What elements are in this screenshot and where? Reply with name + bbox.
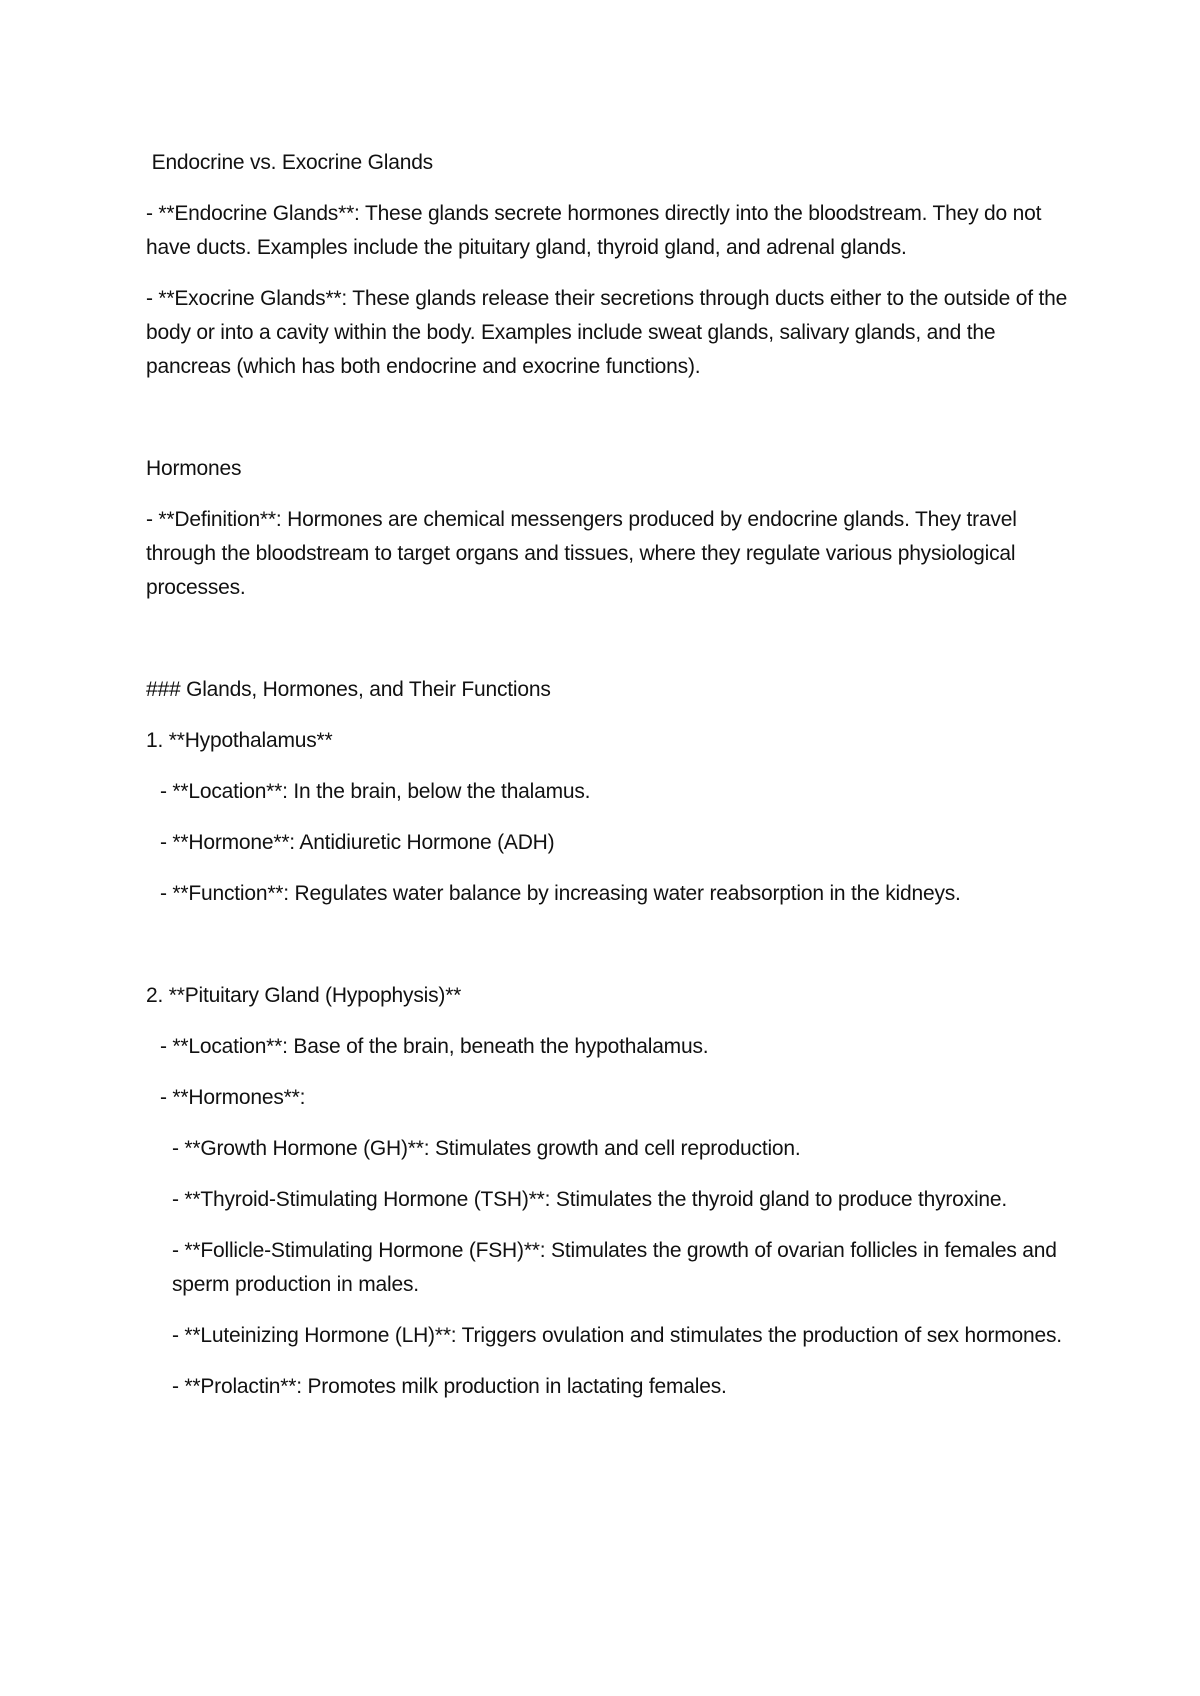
item-pituitary-tsh: - **Thyroid-Stimulating Hormone (TSH)**: Stimulates the thyroid gland to produce thyroxine. bbox=[172, 1188, 1008, 1211]
paragraph-endocrine-glands: - **Endocrine Glands**: These glands secrete hormones directly into the bloodstream. They do not have ducts. Examples include the pituitary gland, thyroid gland, and adrenal glands. bbox=[146, 202, 1047, 259]
paragraph-exocrine-glands: - **Exocrine Glands**: These glands release their secretions through ducts either to the outside of the body or into a cavity within the body. Examples include sweat glands, salivary glands, and the pancreas (which has both endocrine and exocrine functions). bbox=[146, 287, 1073, 378]
item-pituitary-hormones-label: - **Hormones**: bbox=[160, 1086, 306, 1109]
spacer bbox=[146, 622, 1076, 673]
item-pituitary-title: 2. **Pituitary Gland (Hypophysis)** bbox=[146, 984, 462, 1007]
spacer bbox=[146, 401, 1076, 452]
item-hypothalamus-location: - **Location**: In the brain, below the thalamus. bbox=[160, 780, 591, 803]
item-pituitary-location: - **Location**: Base of the brain, beneath the hypothalamus. bbox=[160, 1035, 709, 1058]
item-pituitary-prolactin: - **Prolactin**: Promotes milk production in lactating females. bbox=[172, 1375, 727, 1398]
paragraph-hormone-definition: - **Definition**: Hormones are chemical messengers produced by endocrine glands. They travel through the bloodstream to target organs and tissues, where they regulate various physiological processes. bbox=[146, 508, 1023, 599]
item-hypothalamus-function: - **Function**: Regulates water balance by increasing water reabsorption in the kidneys. bbox=[160, 882, 961, 905]
item-pituitary-lh: - **Luteinizing Hormone (LH)**: Triggers ovulation and stimulates the production of sex hormones. bbox=[172, 1324, 1062, 1347]
item-pituitary-gh: - **Growth Hormone (GH)**: Stimulates growth and cell reproduction. bbox=[172, 1137, 801, 1160]
document-body bbox=[146, 146, 1076, 1421]
item-hypothalamus-title: 1. **Hypothalamus** bbox=[146, 729, 333, 752]
heading-endocrine-vs-exocrine: Endocrine vs. Exocrine Glands bbox=[146, 151, 433, 174]
heading-glands-hormones-functions: ### Glands, Hormones, and Their Functions bbox=[146, 678, 551, 701]
spacer bbox=[146, 928, 1076, 979]
heading-hormones: Hormones bbox=[146, 457, 242, 480]
item-pituitary-fsh: - **Follicle-Stimulating Hormone (FSH)**: Stimulates the growth of ovarian follicles in females and sperm production in males. bbox=[172, 1239, 1063, 1296]
item-hypothalamus-hormone: - **Hormone**: Antidiuretic Hormone (ADH) bbox=[160, 831, 555, 854]
